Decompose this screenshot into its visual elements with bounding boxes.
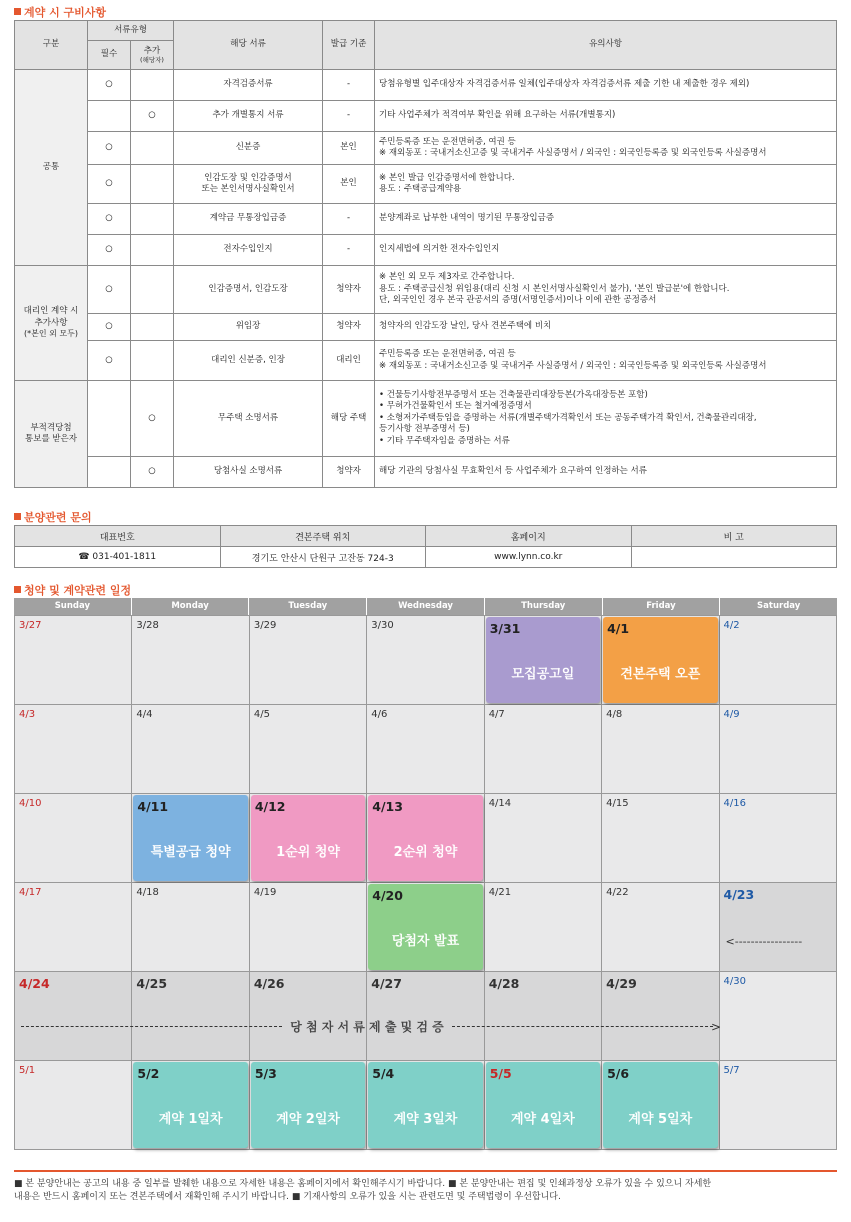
day-cell: 4/19	[250, 883, 367, 972]
day-cell: 4/8	[602, 705, 719, 794]
day-cell	[132, 1061, 249, 1150]
contact-header: 견본주택 위치	[220, 526, 426, 547]
day-cell: 4/28	[485, 972, 602, 1061]
table-row: ○ 대리인 신분증, 인장 대리인 주민등록증 또는 운전면허증, 여권 등 ※ 재외동포 : 국내거소신고증 및 국내거주 사실증명서 / 외국인 : 외국인등록증 및 외국인등록 사실증명서	[15, 341, 837, 381]
calendar-week	[15, 616, 837, 705]
weekday-header	[14, 598, 837, 615]
day-cell: 4/24	[15, 972, 132, 1061]
weekday-monday: Monday	[132, 598, 250, 615]
weekday-thursday: Thursday	[485, 598, 603, 615]
event-special-supply: 4/11 특별공급 청약	[133, 795, 247, 881]
day-cell	[485, 1061, 602, 1150]
weekday-tuesday: Tuesday	[249, 598, 367, 615]
table-row: ○ 계약금 무통장입금증 - 분양계좌로 납부한 내역이 명기된 무통장입금증	[15, 204, 837, 235]
schedule-calendar	[14, 598, 837, 1150]
day-cell: 5/7	[720, 1061, 837, 1150]
table-row: ○ 위임장 청약자 청약자의 인감도장 날인, 당사 견본주택에 비치	[15, 314, 837, 341]
event-announcement: 3/31 모집공고일	[486, 617, 600, 703]
col-required: 필수	[88, 41, 131, 70]
weekday-friday: Friday	[603, 598, 721, 615]
contact-header: 홈페이지	[426, 526, 632, 547]
event-contract-day-2: 5/3 계약 2일차	[251, 1062, 365, 1148]
day-cell	[367, 1061, 484, 1150]
day-cell	[602, 616, 719, 705]
day-cell: 3/29	[250, 616, 367, 705]
phone-number[interactable]: ☎ 031-401-1811	[15, 547, 221, 568]
col-issue-basis: 발급 기준	[323, 21, 375, 70]
day-cell	[132, 794, 249, 883]
remark	[631, 547, 837, 568]
day-cell: 3/30	[367, 616, 484, 705]
table-row: 공통 ○ 자격검증서류 - 당첨유형별 입주대상자 자격검증서류 일체(입주대상자 자격검증서류 제출 기한 내 제출한 경우 제외)	[15, 70, 837, 101]
day-cell: 4/18	[132, 883, 249, 972]
day-cell: 4/26	[250, 972, 367, 1061]
col-category: 구분	[15, 21, 88, 70]
weekday-sunday: Sunday	[14, 598, 132, 615]
day-cell: 4/29	[602, 972, 719, 1061]
day-cell	[250, 1061, 367, 1150]
day-cell: 4/14	[485, 794, 602, 883]
group-proxy: 대리인 계약 시 추가사항 (*본인 외 모두)	[15, 266, 88, 381]
day-cell: 4/21	[485, 883, 602, 972]
contact-section-title: 분양관련 문의	[14, 509, 92, 525]
day-cell: 4/2	[720, 616, 837, 705]
calendar-week	[15, 1061, 837, 1150]
phone-icon: ☎	[78, 552, 93, 562]
day-cell: 4/6	[367, 705, 484, 794]
schedule-section-title: 청약 및 계약관련 일정	[14, 582, 131, 598]
event-contract-day-3: 5/4 계약 3일차	[368, 1062, 482, 1148]
day-cell: 4/22	[602, 883, 719, 972]
day-cell: 3/28	[132, 616, 249, 705]
event-contract-day-1: 5/2 계약 1일차	[133, 1062, 247, 1148]
group-common: 공통	[15, 70, 88, 266]
day-cell: 4/27	[367, 972, 484, 1061]
weekday-saturday: Saturday	[720, 598, 837, 615]
day-cell	[367, 794, 484, 883]
required-documents-table	[14, 20, 837, 488]
table-row: ○ 전자수입인지 - 인지세법에 의거한 전자수입인지	[15, 235, 837, 266]
footnote: ■ 본 분양안내는 공고의 내용 중 일부를 발췌한 내용으로 자세한 내용은 홈페이지에서 확인해주시기 바랍니다. ■ 본 분양안내는 편집 및 인쇄과정상 오류가 있을 수 있으니 자세한 내용은 반드시 홈페이지 또는 견본주택에서 재확인해 주시기 바랍니다. ■ 기재사항의 오류가 있을 시는 관련도면 및 주택법령이 우선합니다.	[14, 1170, 837, 1203]
table-row: 대리인 계약 시 추가사항 (*본인 외 모두) ○ 인감증명서, 인감도장 청약자 ※ 본인 외 모두 제3자로 간주합니다. 용도 : 주택공급신청 위임용(대리 신청 시 본인서명사실확인서 불가), '본인 발급분'에 한합니다. 단, 외국인인 경우 본국 관공서의 증명(서명인증서)이나 이에 관한 공정증서	[15, 266, 837, 314]
day-cell: 3/27	[15, 616, 132, 705]
arrow-left-icon: <-----------------	[725, 935, 803, 948]
day-cell: 4/25	[132, 972, 249, 1061]
event-first-priority: 4/12 1순위 청약	[251, 795, 365, 881]
event-contract-day-5: 5/6 계약 5일차	[603, 1062, 717, 1148]
table-row: ○ 추가 개별통지 서류 - 기타 사업주체가 적격여부 확인을 위해 요구하는 서류(개별통지)	[15, 101, 837, 132]
document-submission-span: 당 첨 자 서 류 제 출 및 검 증 >	[21, 1018, 721, 1035]
docs-section-title: 계약 시 구비사항	[14, 4, 106, 20]
day-cell	[602, 1061, 719, 1150]
day-cell: 4/5	[250, 705, 367, 794]
col-doc-type: 서류유형	[88, 21, 174, 41]
day-cell: 4/15	[602, 794, 719, 883]
day-cell: 4/23 <-----------------	[720, 883, 837, 972]
table-row: ○ 당첨사실 소명서류 청약자 해당 기관의 당첨사실 무효확인서 등 사업주체가 요구하여 인정하는 서류	[15, 457, 837, 488]
event-contract-day-4: 5/5 계약 4일차	[486, 1062, 600, 1148]
day-cell: 4/4	[132, 705, 249, 794]
day-cell: 4/3	[15, 705, 132, 794]
event-winner-announcement: 4/20 당첨자 발표	[368, 884, 482, 970]
table-row: ○ 신분증 본인 주민등록증 또는 운전면허증, 여권 등 ※ 재외동포 : 국내거소신고증 및 국내거주 사실증명서 / 외국인 : 외국인등록증 및 외국인등록 사실증명서	[15, 132, 837, 165]
calendar-week	[15, 794, 837, 883]
calendar-week	[15, 705, 837, 794]
col-additional: 추가 (해당자)	[131, 41, 174, 70]
day-cell: 4/7	[485, 705, 602, 794]
model-house-location: 경기도 안산시 단원구 고잔동 724-3	[220, 547, 426, 568]
table-row: ○ 인감도장 및 인감증명서 또는 본인서명사실확인서 본인 ※ 본인 발급 인감증명서에 한합니다. 용도 : 주택공급계약용	[15, 165, 837, 204]
contact-header: 대표번호	[15, 526, 221, 547]
arrow-right-icon: >	[710, 1019, 721, 1034]
event-model-house-open: 4/1 견본주택 오픈	[603, 617, 717, 703]
calendar-week	[15, 972, 837, 1061]
day-cell: 4/10	[15, 794, 132, 883]
day-cell: 4/17	[15, 883, 132, 972]
col-notes: 유의사항	[375, 21, 837, 70]
col-document: 해당 서류	[174, 21, 323, 70]
day-cell: 5/1	[15, 1061, 132, 1150]
day-cell: 4/16	[720, 794, 837, 883]
day-cell	[367, 883, 484, 972]
event-second-priority: 4/13 2순위 청약	[368, 795, 482, 881]
table-row: 부적격당첨 통보를 받은자 ○ 무주택 소명서류 해당 주택 • 건물등기사항전부증명서 또는 건축물관리대장등본(가옥대장등본 포함) • 무허가건물확인서 또는 철거예정증명서 • 소형저가주택등임을 증명하는 서류(개별주택가격확인서 또는 공동주택가격 확인서, 건축물관리대장, 등기사항 전부증명서 등) • 기타 무주택자임을 증명하는 서류	[15, 381, 837, 457]
contact-table	[14, 525, 837, 568]
day-cell	[485, 616, 602, 705]
day-cell	[250, 794, 367, 883]
weekday-wednesday: Wednesday	[367, 598, 485, 615]
contact-header: 비 고	[631, 526, 837, 547]
day-cell: 4/30	[720, 972, 837, 1061]
day-cell: 4/9	[720, 705, 837, 794]
homepage-link[interactable]: www.lynn.co.kr	[426, 547, 632, 568]
group-improper: 부적격당첨 통보를 받은자	[15, 381, 88, 488]
calendar-week	[15, 883, 837, 972]
